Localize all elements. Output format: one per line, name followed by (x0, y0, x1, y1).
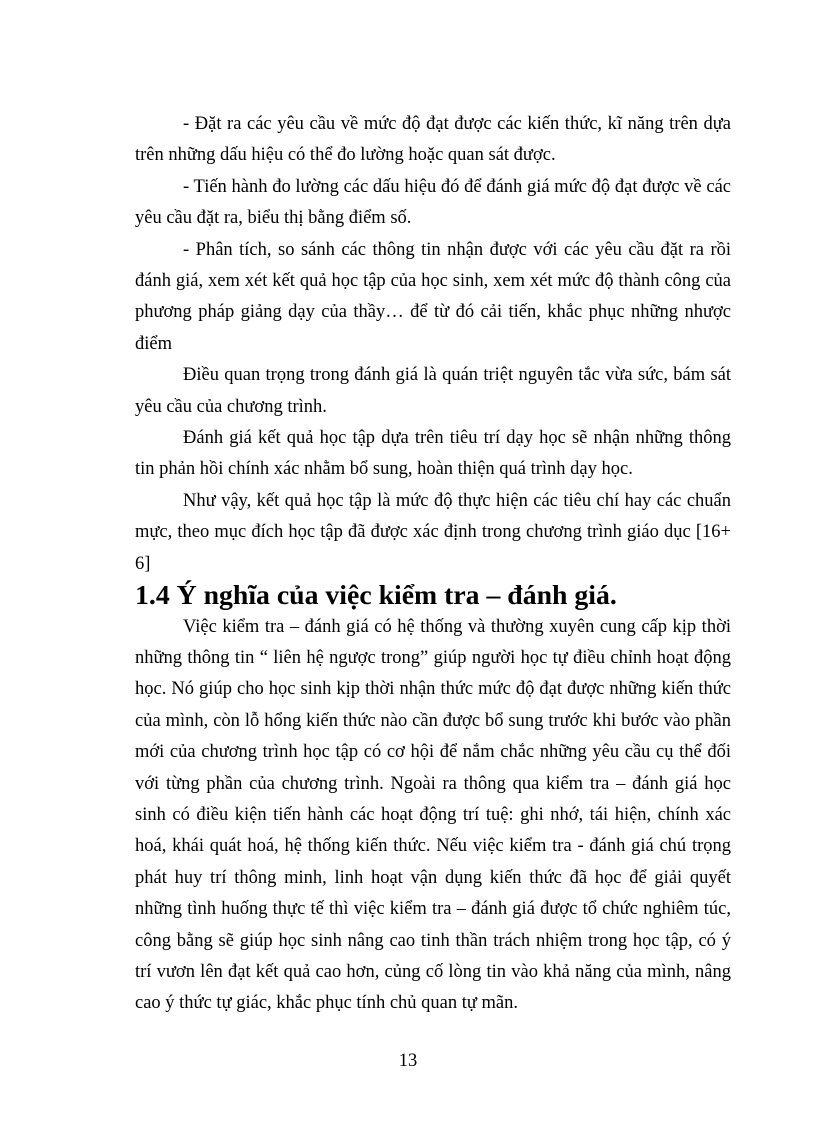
paragraph-significance: Việc kiểm tra – đánh giá có hệ thống và thường xuyên cung cấp kịp thời những thông tin “ liên hệ ngược trong” giúp người học tự điều chỉnh hoạt động học. Nó giúp cho học sinh kịp thời nhận thức mức độ đạt được những kiến thức của mình, còn lỗ hổng kiến thức nào cần được bổ sung trước khi bước vào phần mới của chương trình học tập có cơ hội để nắm chắc những yêu cầu cụ thể đối với từng phần của chương trình. Ngoài ra thông qua kiểm tra – đánh giá học sinh có điều kiện tiến hành các hoạt động trí tuệ: ghi nhớ, tái hiện, chính xác hoá, khái quát hoá, hệ thống kiến thức. Nếu việc kiểm tra - đánh giá chú trọng phát huy trí thông minh, linh hoạt vận dụng kiến thức đã học để giải quyết những tình huống thực tế thì việc kiểm tra – đánh giá được tổ chức nghiêm túc, công bằng sẽ giúp học sinh nâng cao tinh thần trách nhiệm trong học tập, có ý trí vươn lên đạt kết quả cao hơn, củng cố lòng tin vào khả năng của mình, nâng cao ý thức tự giác, khắc phục tính chủ quan tự mãn. (135, 616, 731, 1014)
section-heading: 1.4 Ý nghĩa của việc kiểm tra – đánh giá. (135, 580, 617, 612)
paragraph-analysis: - Phân tích, so sánh các thông tin nhận được với các yêu cầu đặt ra rồi đánh giá, xem xét kết quả học tập của học sinh, xem xét mức độ thành công của phương pháp giảng dạy của thầy… để từ đó cải tiến, khắc phục những nhược điểm (135, 239, 731, 354)
paragraph-requirements: - Đặt ra các yêu cầu về mức độ đạt được các kiến thức, kĩ năng trên dựa trên những dấu hiệu có thể đo lường hoặc quan sát được. (135, 114, 731, 166)
paragraph-learning-outcome: Như vậy, kết quả học tập là mức độ thực hiện các tiêu chí hay các chuẩn mực, theo mục đích học tập đã được xác định trong chương trình giáo dục [16+ 6] (135, 490, 731, 574)
paragraph-feedback: Đánh giá kết quả học tập dựa trên tiêu trí dạy học sẽ nhận những thông tin phản hồi chính xác nhằm bổ sung, hoàn thiện quá trình dạy học. (135, 428, 731, 480)
paragraph-measurement: - Tiến hành đo lường các dấu hiệu đó để đánh giá mức độ đạt được về các yêu cầu đặt ra, biểu thị bằng điểm số. (135, 176, 731, 229)
page-body (135, 109, 731, 1020)
page-number: 13 (398, 1051, 418, 1071)
paragraph-principle: Điều quan trọng trong đánh giá là quán triệt nguyên tắc vừa sức, bám sát yêu cầu của chương trình. (135, 365, 731, 417)
